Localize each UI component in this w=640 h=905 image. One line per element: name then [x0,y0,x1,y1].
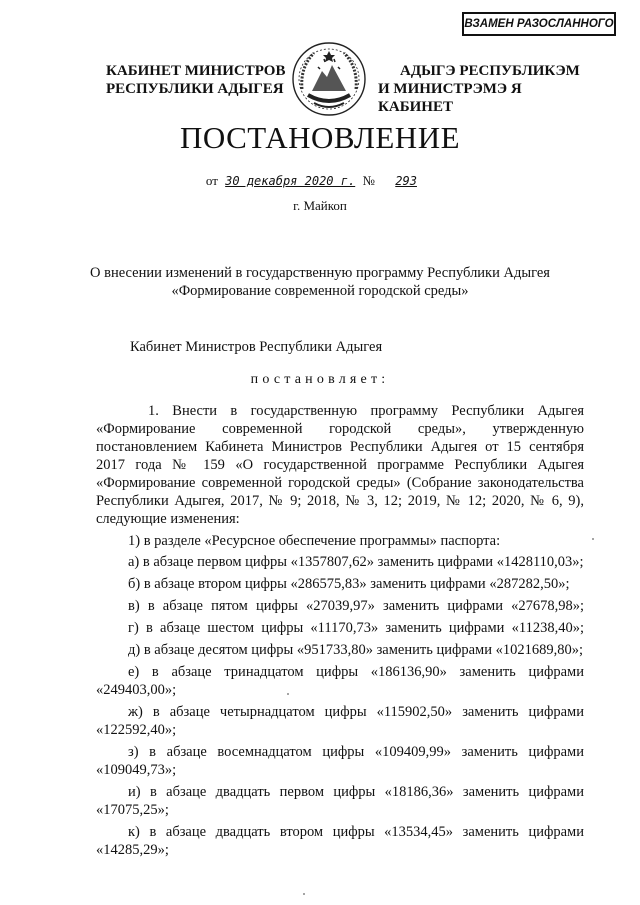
list-item: к) в абзаце двадцать втором цифры «13534,45» заменить цифрами «14285,29»; [96,824,584,858]
header-left-line1: КАБИНЕТ МИНИСТРОВ [106,63,286,79]
list-item: а) в абзаце первом цифры «1357807,62» заменить цифрами «1428110,03»; [128,554,584,570]
scan-speck [592,538,594,540]
subject-line2: «Формирование современной городской среды» [171,283,469,299]
list-item: и) в абзаце двадцать первом цифры «18186,36» заменить цифрами «17075,25»; [96,784,584,818]
document-body [96,402,584,863]
header-left-line2: РЕСПУБЛИКИ АДЫГЕЯ [106,81,284,97]
list-item: б) в абзаце втором цифры «286575,83» заменить цифрами «287282,50»; [128,576,570,592]
header-left [106,62,286,98]
city: г. Майкоп [293,198,347,213]
document-date: 30 декабря 2020 г. [225,174,356,188]
issuing-body: Кабинет Министров Республики Адыгея [130,339,383,355]
scan-speck [287,693,289,695]
subject-line1: О внесении изменений в государственную программу Республики Адыгея [90,265,550,281]
scan-speck [303,893,305,895]
document-subject [70,264,570,300]
document-number: 293 [395,174,417,188]
header-right-line1: АДЫГЭ РЕСПУБЛИКЭМ [400,63,580,79]
replacement-stamp: ВЗАМЕН РАЗОСЛАННОГО [462,12,616,36]
list-item: ж) в абзаце четырнадцатом цифры «115902,50» заменить цифрами «122592,40»; [96,704,584,738]
paragraph-1: 1. Внести в государственную программу Республики Адыгея «Формирование современной городской среды», утвержденную постановлением Кабинета Министров Республики Адыгея от 15 сентября 2017 года № 159 «О государственной программе Республики Адыгея «Формирование современной городской среды» (Собрание законодательства Республики Адыгея, 2017, № 9; 2018, № 3, 12; 2019, № 12; 2020, № 6, 9), следующие изменения: [96,403,584,527]
date-prefix: от [205,173,218,188]
list-item: г) в абзаце шестом цифры «11170,73» заменить цифрами «11238,40»; [128,620,584,636]
coat-of-arms-icon [290,37,368,119]
list-item: в) в абзаце пятом цифры «27039,97» заменить цифрами «27678,98»; [128,598,584,614]
list-item: е) в абзаце тринадцатом цифры «186136,90» заменить цифрами «249403,00»; [96,664,584,698]
document-title: ПОСТАНОВЛЕНИЕ [179,120,461,155]
date-number-line [0,172,640,190]
header-right-line2: И МИНИСТРЭМЭ Я КАБИНЕТ [378,81,522,115]
list-item: з) в абзаце восемнадцатом цифры «109409,99» заменить цифрами «109049,73»; [96,744,584,778]
decree-word: постановляет: [250,372,390,387]
paragraph-2: 1) в разделе «Ресурсное обеспечение программы» паспорта: [128,533,501,549]
list-item: д) в абзаце десятом цифры «951733,80» заменить цифрами «1021689,80»; [128,642,584,658]
number-sign: № [362,173,375,188]
header-right [378,62,588,116]
